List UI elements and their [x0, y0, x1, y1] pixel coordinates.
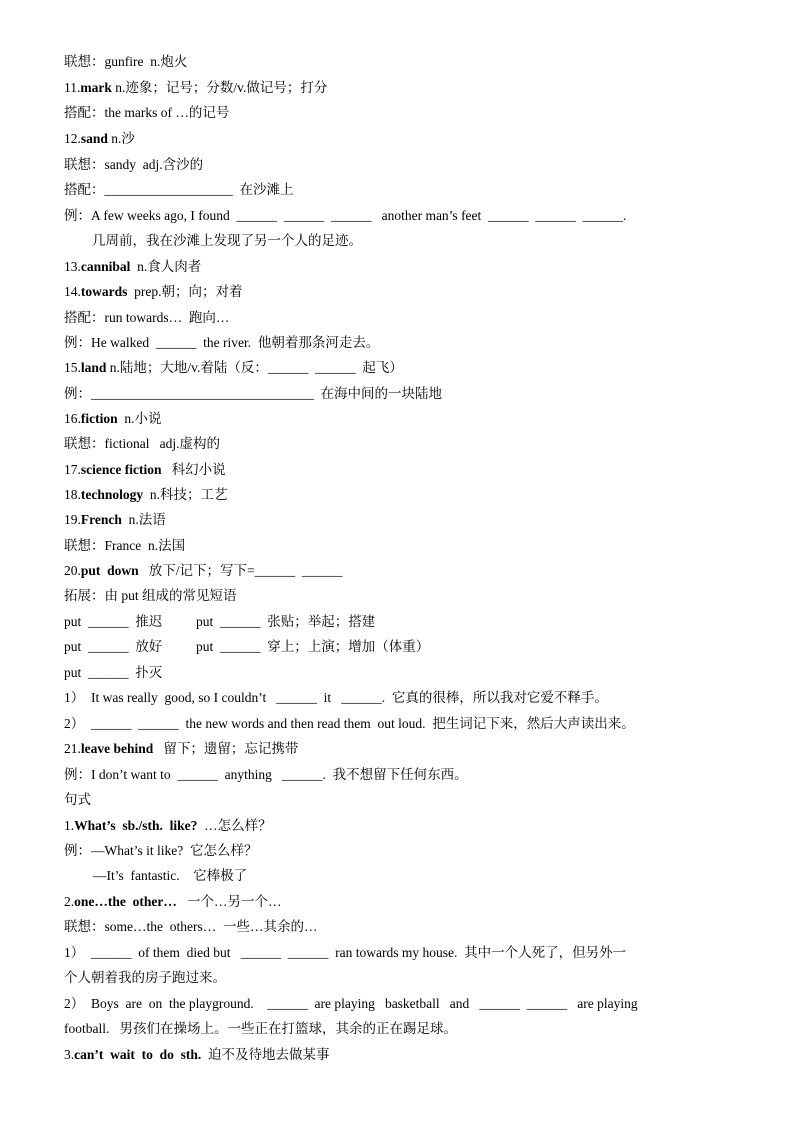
text-segment: 例：A few weeks ago, I found ______ ______ ______ another man’s feet ______ ______ ______. [64, 208, 627, 223]
text-segment: football. 男孩们在操场上。一些正在打篮球，其余的正在踢足球。 [64, 1021, 457, 1036]
text-line [64, 511, 166, 529]
text-segment: 例：—What’s it like? 它怎么样？ [64, 843, 258, 858]
text-segment: 18. [64, 487, 81, 502]
text-segment: n.小说 [117, 411, 162, 426]
text-line [64, 104, 229, 122]
text-line [64, 1046, 330, 1064]
text-segment: 搭配：the marks of …的记号 [64, 105, 230, 120]
keyword-text: cannibal [80, 259, 131, 274]
text-line [64, 689, 608, 707]
text-segment: 例：He walked ______ the river. 他朝着那条河走去。 [64, 335, 380, 350]
text-line [64, 842, 257, 860]
text-line [64, 944, 626, 962]
text-line [64, 334, 379, 352]
keyword-text: leave behind [80, 741, 154, 756]
keyword-text: towards [80, 284, 128, 299]
text-segment: 2） Boys are on the playground. ______ are playing basketball and ______ ______ are playing [64, 996, 638, 1011]
text-segment: 1. [64, 818, 75, 833]
keyword-text: French [80, 512, 122, 527]
text-segment: 2. [64, 894, 75, 909]
text-segment: …怎么样？ [197, 818, 272, 833]
keyword-text: technology [80, 487, 144, 502]
text-line [64, 893, 281, 911]
text-segment: n.法语 [121, 512, 166, 527]
text-line [93, 867, 247, 885]
text-segment: 科幻小说 [161, 462, 226, 477]
text-line [64, 638, 429, 656]
text-line [64, 130, 135, 148]
text-segment: 一个…另一个… [176, 894, 282, 909]
text-segment: put ______ 放好 put ______ 穿上；上演；增加（体重） [64, 639, 430, 654]
keyword-text: science fiction [80, 462, 162, 477]
text-segment: 例：_________________________________ 在海中间的一块陆地 [64, 386, 442, 401]
text-line [64, 435, 220, 453]
text-line [64, 207, 626, 225]
text-line [64, 817, 272, 835]
text-segment: 3. [64, 1047, 75, 1062]
text-line [64, 1020, 457, 1038]
keyword-text: land [80, 360, 107, 375]
text-segment: 搭配：___________________ 在沙滩上 [64, 182, 294, 197]
text-line [64, 181, 294, 199]
text-segment: 例：I don’t want to ______ anything ______. 我不想留下任何东西。 [64, 767, 468, 782]
text-segment: n.迹象；记号；分数/v.做记号；打分 [111, 80, 328, 95]
text-line [64, 385, 442, 403]
text-segment: 14. [64, 284, 81, 299]
text-line [64, 486, 228, 504]
text-line [64, 461, 226, 479]
text-segment: 11. [64, 80, 81, 95]
text-segment: 个人朝着我的房子跑过来。 [64, 970, 226, 985]
text-line [64, 969, 226, 987]
text-line [64, 766, 468, 784]
text-line [64, 53, 187, 71]
text-line [64, 283, 243, 301]
text-segment: 句式 [64, 792, 91, 807]
text-segment: 联想：some…the others… 一些…其余的… [64, 919, 318, 934]
keyword-text: What’s sb./sth. like? [74, 818, 198, 833]
text-segment: 15. [64, 360, 81, 375]
text-segment: 12. [64, 131, 81, 146]
text-segment: 16. [64, 411, 81, 426]
text-line [64, 359, 403, 377]
text-segment: 联想：France n.法国 [64, 538, 186, 553]
text-segment: put ______ 扑灭 [64, 665, 163, 680]
text-segment: 20. [64, 563, 81, 578]
keyword-text: mark [80, 80, 112, 95]
text-line [64, 258, 201, 276]
text-segment: n.沙 [107, 131, 135, 146]
keyword-text: fiction [80, 411, 118, 426]
text-segment: n.陆地；大地/v.着陆（反：______ ______ 起飞） [106, 360, 403, 375]
text-line [64, 613, 375, 631]
text-segment: 17. [64, 462, 81, 477]
text-segment: 放下/记下；写下=______ ______ [138, 563, 343, 578]
text-segment: 拓展：由 put 组成的常见短语 [64, 588, 237, 603]
text-line [64, 410, 162, 428]
text-segment: 21. [64, 741, 81, 756]
text-segment: 13. [64, 259, 81, 274]
keyword-text: sand [80, 131, 108, 146]
text-segment: 几周前，我在沙滩上发现了另一个人的足迹。 [92, 233, 362, 248]
text-segment: 联想：fictional adj.虚构的 [64, 436, 220, 451]
keyword-text: one…the other… [74, 894, 177, 909]
text-segment: 1） It was really good, so I couldn’t ______ it ______. 它真的很棒，所以我对它爱不释手。 [64, 690, 608, 705]
keyword-text: can’t wait to do sth. [74, 1047, 202, 1062]
text-line [64, 918, 317, 936]
text-segment: 2） ______ ______ the new words and then read them out loud. 把生词记下来，然后大声读出来。 [64, 716, 635, 731]
text-segment: 1） ______ of them died but ______ ______ ran towards my house. 其中一个人死了，但另外一 [64, 945, 627, 960]
text-line [64, 664, 162, 682]
text-line [64, 562, 342, 580]
text-segment: 19. [64, 512, 81, 527]
text-segment: put ______ 推迟 put ______ 张贴；举起；搭建 [64, 614, 376, 629]
text-segment: 迫不及待地去做某事 [201, 1047, 330, 1062]
text-line [64, 740, 298, 758]
text-segment: 联想：gunfire n.炮火 [64, 54, 188, 69]
text-segment: 搭配：run towards… 跑向… [64, 310, 230, 325]
text-line [64, 537, 185, 555]
text-line [64, 715, 635, 733]
text-line [64, 791, 91, 809]
text-line [64, 587, 237, 605]
text-line [64, 156, 203, 174]
text-segment: 留下；遗留；忘记携带 [153, 741, 299, 756]
text-segment: —It’s fantastic. 它棒极了 [93, 868, 248, 883]
text-line [64, 309, 229, 327]
text-line [64, 995, 638, 1013]
text-segment: n.食人肉者 [130, 259, 202, 274]
text-segment: n.科技；工艺 [143, 487, 228, 502]
text-segment: 联想：sandy adj.含沙的 [64, 157, 204, 172]
keyword-text: put down [80, 563, 139, 578]
text-line [64, 79, 327, 97]
text-line [92, 232, 362, 250]
text-segment: prep.朝；向；对着 [127, 284, 243, 299]
